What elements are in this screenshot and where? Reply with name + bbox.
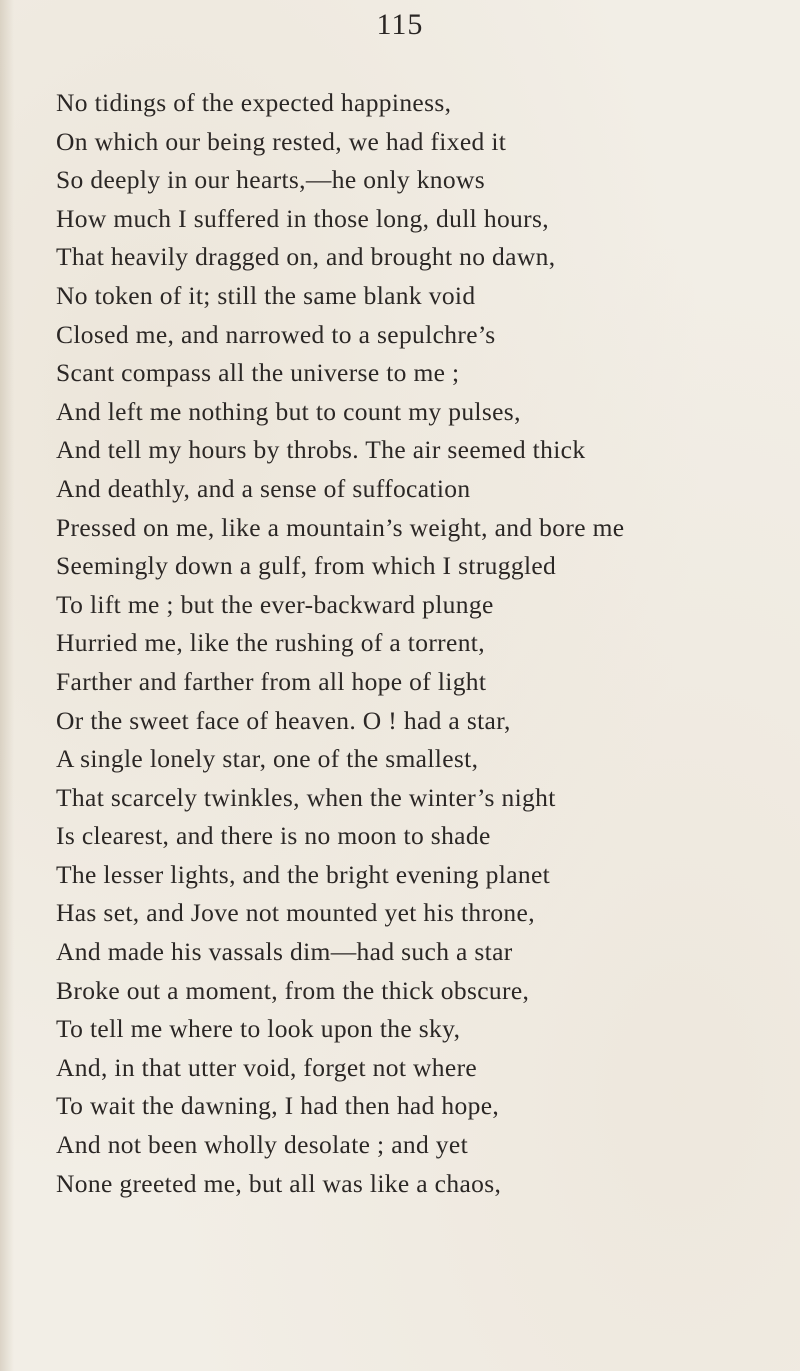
poem-line: So deeply in our hearts,—he only knows: [56, 165, 486, 195]
poem-line: Farther and farther from all hope of light: [56, 666, 487, 696]
poem-line: No tidings of the expected happiness,: [56, 88, 452, 117]
poem-line: That heavily dragged on, and brought no dawn,: [56, 242, 556, 272]
poem-line: And, in that utter void, forget not where: [56, 1052, 478, 1082]
poem-line: How much I suffered in those long, dull hours,: [56, 203, 549, 233]
poem-line: Or the sweet face of heaven. O ! had a star,: [56, 705, 511, 735]
poem-line: And left me nothing but to count my pulses,: [56, 396, 521, 426]
poem-line: And made his vassals dim—had such a star: [56, 937, 513, 967]
poem-line: And tell my hours by throbs. The air seemed thick: [56, 435, 586, 465]
poem-line: To tell me where to look upon the sky,: [56, 1014, 461, 1044]
poem-line: Seemingly down a gulf, from which I struggled: [56, 551, 557, 581]
poem-text: [56, 84, 786, 1203]
poem-line: And deathly, and a sense of suffocation: [56, 473, 471, 503]
page-edge-shadow: [0, 0, 14, 1371]
poem-line: And not been wholly desolate ; and yet: [56, 1130, 468, 1160]
poem-line: Hurried me, like the rushing of a torrent,: [56, 628, 485, 658]
poem-line: Is clearest, and there is no moon to shade: [56, 821, 491, 851]
poem-line: None greeted me, but all was like a chaos,: [56, 1168, 502, 1198]
poem-line: That scarcely twinkles, when the winter’s night: [56, 782, 556, 812]
poem-line: On which our being rested, we had fixed it: [56, 126, 507, 156]
poem-line: To lift me ; but the ever-backward plunge: [56, 589, 494, 619]
poem-line: Has set, and Jove not mounted yet his throne,: [56, 898, 535, 928]
poem-line: The lesser lights, and the bright evening planet: [56, 859, 551, 889]
poem-line: To wait the dawning, I had then had hope,: [56, 1091, 500, 1121]
poem-line: Pressed on me, like a mountain’s weight, and bore me: [56, 512, 625, 542]
poem-line: Scant compass all the universe to me ;: [56, 358, 460, 388]
poem-line: A single lonely star, one of the smallest,: [56, 744, 479, 774]
page-number: 115: [376, 8, 424, 41]
poem-line: Closed me, and narrowed to a sepulchre’s: [56, 319, 496, 349]
poem-line: Broke out a moment, from the thick obscure,: [56, 975, 530, 1005]
poem-line: No token of it; still the same blank void: [56, 280, 476, 310]
